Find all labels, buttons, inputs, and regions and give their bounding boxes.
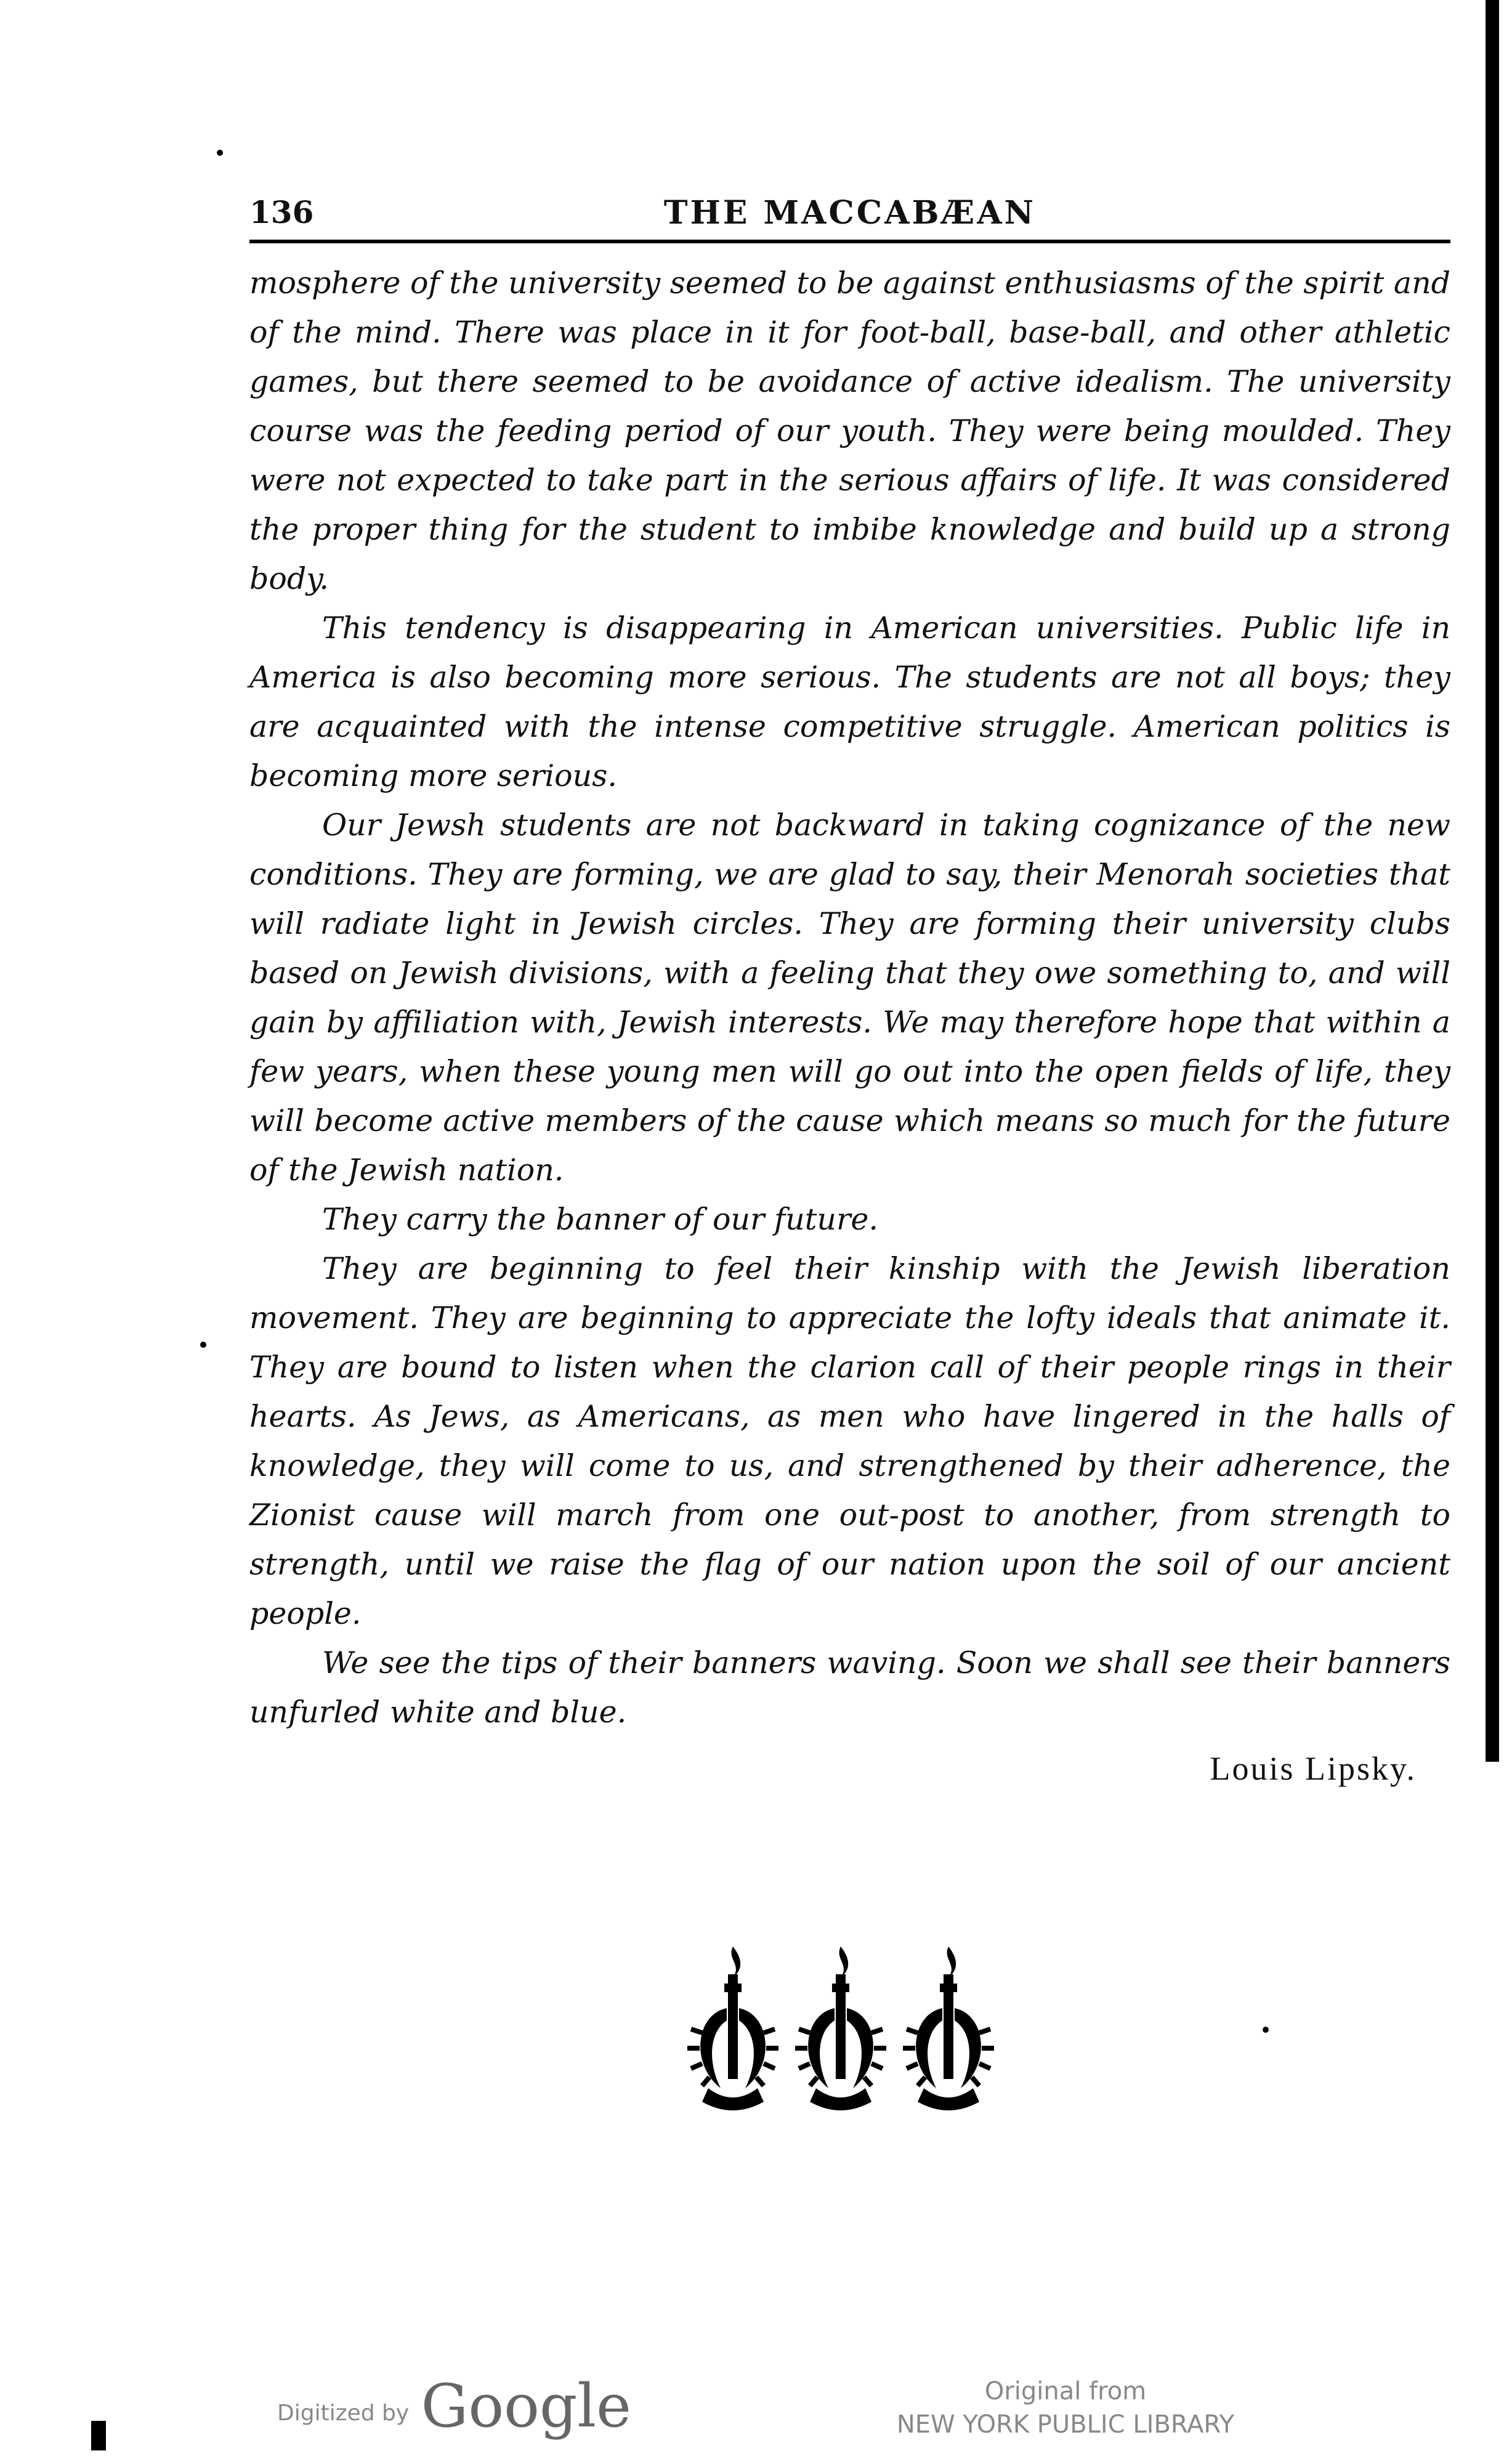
original-from-label: Original from [984,2377,1147,2405]
torch-wreath-icon [684,1940,1004,2119]
digitized-by-label [277,2372,631,2441]
library-name: NEW YORK PUBLIC LIBRARY [896,2410,1235,2439]
page-header [249,188,1450,243]
paragraph: This tendency is disappearing in American universities. Public life in America is also becoming more serious. The students are not all boys; they are acquainted with the intense competitive struggle. American politics is becoming more serious. [249,610,1450,793]
paragraph: We see the tips of their banners waving. Soon we shall see their banners unfurled white and blue. [249,1645,1450,1730]
paragraph: Our Jewsh students are not backward in taking cognizance of the new conditions. They are forming, we are glad to say, their Menorah societies that will radiate light in Jewish circles. They are forming their university clubs based on Jewish divisions, with a feeling that they owe something to, and will gain by affiliation with, Jewish interests. We may therefore hope that within a few years, when these young men will go out into the open fields of life, they will become active members of the cause which means so much for the future of the Jewish nation. [249,808,1450,1188]
paragraph: They carry the banner of our future. [322,1202,878,1237]
scan-edge-bar [1486,0,1499,1762]
scan-speck [217,150,223,156]
digitized-text: Digitized by [277,2401,410,2426]
header-rule [249,240,1450,243]
running-head: THE MACCABÆAN [663,194,1037,232]
page-number: 136 [249,194,314,230]
paragraph: mosphere of the university seemed to be against enthusiasms of the spirit and of the mind. There was place in it for foot-ball, base-ball, and other athletic games, but there seemed to be avoidance of active idealism. The university course was the feeding period of our youth. They were being moulded. They were not expected to take part in the serious affairs of life. It was considered the proper thing for the student to imbibe knowledge and build up a strong body. [249,265,1450,596]
paragraph: They are beginning to feel their kinship with the Jewish liberation movement. They are beginning to appreciate the lofty ideals that animate it. They are bound to listen when the clarion call of their people rings in their hearts. As Jews, as Americans, as men who have lingered in the halls of knowledge, they will come to us, and strengthened by their adherence, the Zionist cause will march from one out-post to another, from strength to strength, until we raise the flag of our nation upon the soil of our ancient people. [249,1251,1450,1631]
article-body [249,259,1450,1737]
library-attribution [881,2375,1250,2441]
scan-mark [91,2421,106,2450]
author-signature: Louis Lipsky. [1210,1750,1417,1787]
scan-speck [200,1342,206,1348]
scan-speck [1263,2027,1269,2033]
google-logo: Google [421,2372,631,2441]
